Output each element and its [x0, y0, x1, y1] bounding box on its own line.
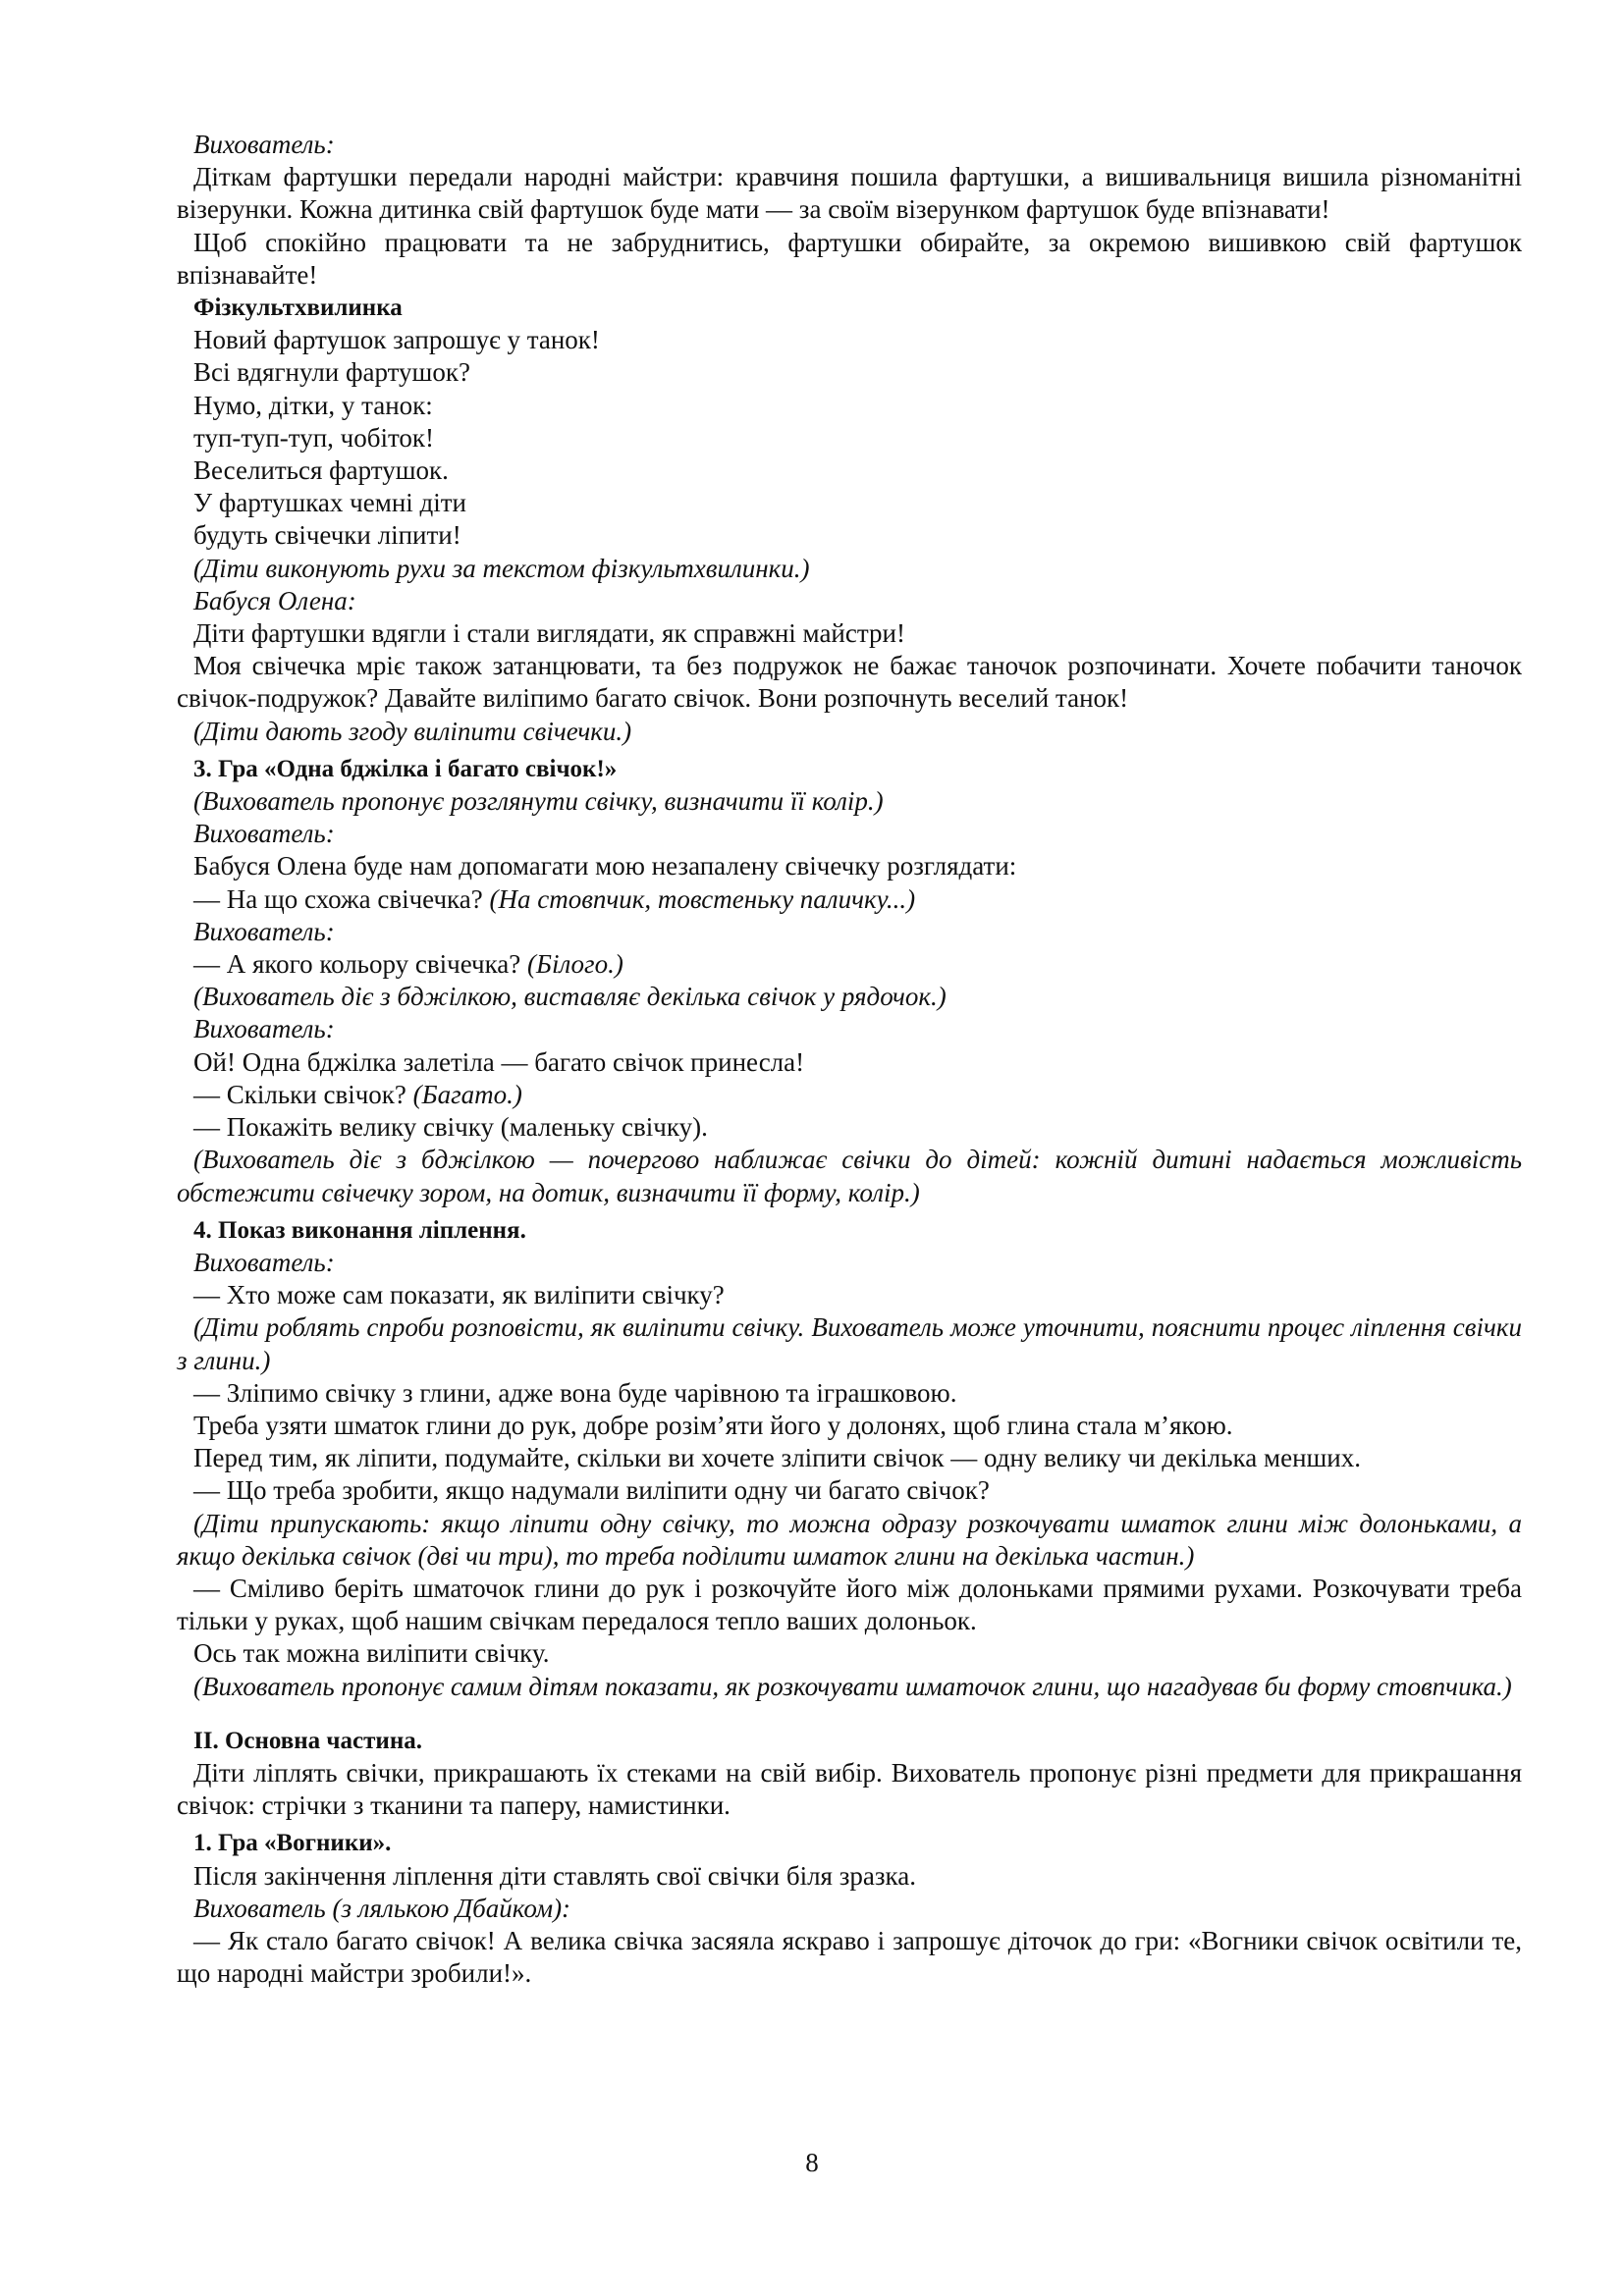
verse-line: туп-туп-туп, чобіток!	[193, 422, 435, 453]
stage-note: (Вихователь діє з бджілкою, виставляє декілька свічок у рядочок.)	[193, 982, 947, 1012]
verse	[177, 324, 1522, 552]
stage-note: (Діти виконують рухи за текстом фізкультхвилинки.)	[193, 553, 810, 583]
verse-line: Нумо, дітки, у танок:	[193, 390, 433, 420]
paragraph: — Сміливо беріть шматочок глини до рук і розкочуйте його між долоньками прямими рухами. Розкочувати треба тільки у руках, щоб нашим свічкам передалося тепло ваших долоньок.	[177, 1573, 1522, 1636]
paragraph: — Хто може сам показати, як виліпити свічку?	[193, 1280, 725, 1310]
paragraph: — Покажіть велику свічку (маленьку свічку).	[193, 1112, 708, 1143]
dialog-answer: (На стовпчик, товстеньку паличку...)	[489, 883, 916, 914]
stage-note: (Вихователь пропонує самим дітям показати, як розкочувати шматочок глини, що нагадував би форму стовпчика.)	[193, 1671, 1512, 1701]
paragraph: Діти ліплять свічки, прикрашають їх стеками на свій вибір. Вихователь пропонує різні предмети для прикрашання свічок: стрічки з тканини та паперу, намистинки.	[177, 1757, 1522, 1821]
speaker-label: Вихователь (з лялькою Дбайком):	[193, 1893, 571, 1923]
paragraph: Ось так можна виліпити свічку.	[193, 1638, 550, 1669]
speaker-label: Вихователь:	[193, 819, 335, 849]
verse-line: Новий фартушок запрошує у танок!	[193, 325, 600, 355]
dialog-answer: (Багато.)	[412, 1079, 522, 1109]
verse-line: Веселиться фартушок.	[193, 455, 449, 486]
paragraph: Перед тим, як ліпити, подумайте, скільки ви хочете зліпити свічок — одну велику чи декілька менших.	[193, 1443, 1362, 1473]
paragraph: — Що треба зробити, якщо надумали виліпити одну чи багато свічок?	[193, 1475, 990, 1506]
heading-game-3: 3. Гра «Одна бджілка і багато свічок!»	[193, 755, 618, 782]
paragraph: Ой! Одна бджілка залетіла — багато свічок принесла!	[193, 1046, 805, 1077]
speaker-label: Вихователь:	[193, 1014, 335, 1044]
dialog-line	[177, 948, 1522, 981]
paragraph: Діти фартушки вдягли і стали виглядати, як справжні майстри!	[193, 618, 905, 649]
paragraph: Моя свічечка мріє також затанцювати, та без подружок не бажає таночок розпочинати. Хочете побачити таночок свічок-подружок? Давайте виліпимо багато свічок. Вони розпочнуть веселий танок!	[177, 651, 1522, 714]
document-page	[177, 129, 1522, 1990]
dialog-answer: (Білого.)	[527, 949, 623, 980]
speaker-label: Вихователь:	[193, 1247, 335, 1277]
verse-line: будуть свічечки ліпити!	[193, 520, 461, 551]
paragraph: Діткам фартушки передали народні майстри: кравчиня пошила фартушки, а вишивальниця вишила різноманітні візерунки. Кожна дитинка свій фартушок буде мати — за своїм візерунком фартушок буде впізнавати!	[177, 162, 1522, 225]
verse-line: Всі вдягнули фартушок?	[193, 357, 470, 388]
stage-note: (Діти припускають: якщо ліпити одну свічку, то можна одразу розкочувати шматок глини між долоньками, а якщо декілька свічок (дві чи три), то треба поділити шматок глини на декілька частин.)	[177, 1508, 1522, 1571]
stage-note: (Діти роблять спроби розповісти, як виліпити свічку. Вихователь може уточнити, пояснити процес ліплення свічки з глини.)	[177, 1312, 1522, 1375]
heading-step-4: 4. Показ виконання ліплення.	[193, 1216, 526, 1244]
speaker-label: Бабуся Олена:	[193, 585, 356, 615]
paragraph: Щоб спокійно працювати та не забруднитись, фартушки обирайте, за окремою вишивкою свій фартушок впізнавайте!	[177, 227, 1522, 290]
paragraph: Бабуся Олена буде нам допомагати мою незапалену свічечку розглядати:	[193, 851, 1017, 881]
stage-note: (Вихователь діє з бджілкою — почергово наближає свічки до дітей: кожній дитині надається можливість обстежити свічечку зором, на дотик, визначити її форму, колір.)	[177, 1145, 1522, 1207]
paragraph: — Як стало багато свічок! А велика свічка засяяла яскраво і запрошує діточок до гри: «Вогники свічок освітили те, що народні майстри зробили!».	[177, 1925, 1522, 1989]
speaker-label: Вихователь:	[193, 130, 335, 159]
dialog-line	[177, 883, 1522, 916]
paragraph: — Зліпимо свічку з глини, адже вона буде чарівною та іграшковою.	[193, 1377, 957, 1408]
dialog-line	[177, 1079, 1522, 1111]
paragraph: Після закінчення ліплення діти ставлять свої свічки біля зразка.	[193, 1860, 916, 1891]
dialog-question: — Скільки свічок?	[193, 1079, 413, 1109]
page-number: 8	[805, 2148, 819, 2177]
heading-fizkultkhvylynka: Фізкультхвилинка	[193, 294, 403, 322]
verse-line: У фартушках чемні діти	[193, 488, 467, 518]
speaker-label: Вихователь:	[193, 916, 335, 946]
paragraph: Треба узяти шматок глини до рук, добре розім’яти його у долонях, щоб глина стала м’якою.	[193, 1410, 1233, 1440]
stage-note: (Діти дають згоду виліпити свічечки.)	[193, 716, 632, 746]
dialog-question: — На що схожа свічечка?	[193, 883, 490, 914]
heading-game-vohnyky: 1. Гра «Вогники».	[193, 1830, 392, 1857]
section-heading-main-part: II. Основна частина.	[193, 1727, 422, 1754]
dialog-question: — А якого кольору свічечка?	[193, 949, 528, 980]
stage-note: (Вихователь пропонує розглянути свічку, визначити її колір.)	[193, 786, 884, 817]
